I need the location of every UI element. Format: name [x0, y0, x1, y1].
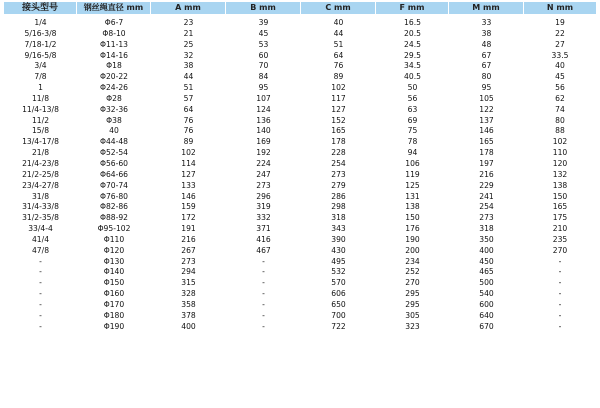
- cell-c: 298: [331, 202, 346, 212]
- table-row: [4, 311, 596, 322]
- cell-a: 44: [183, 72, 194, 82]
- table-row: [4, 202, 596, 213]
- header-rope-diameter: 钢丝绳直径 mm: [77, 2, 151, 14]
- cell-f: 29.5: [404, 50, 421, 60]
- header-m: M mm: [449, 2, 524, 14]
- cell-fitting-model: 7/18-1/2: [24, 39, 57, 49]
- cell-c: 254: [331, 158, 346, 168]
- table-row: [4, 116, 596, 127]
- table-row: [4, 235, 596, 246]
- cell-fitting-model: 3/4: [34, 61, 47, 71]
- cell-rope-diameter: Φ190: [103, 321, 125, 331]
- cell-n: 74: [555, 104, 565, 114]
- cell-rope-diameter: Φ88-92: [99, 213, 129, 223]
- cell-fitting-model: 31/4-33/8: [22, 202, 59, 212]
- cell-rope-diameter: Φ110: [103, 234, 125, 244]
- cell-m: 67: [481, 61, 492, 71]
- cell-c: 273: [331, 169, 346, 179]
- cell-c: 117: [331, 93, 346, 103]
- cell-n: 110: [552, 148, 568, 158]
- cell-fitting-model: 23/4-27/8: [22, 180, 59, 190]
- table-row: [4, 289, 596, 300]
- table-row: [4, 181, 596, 192]
- cell-a: 172: [181, 213, 196, 223]
- cell-fitting-model: 21/8: [31, 148, 50, 158]
- cell-fitting-model: -: [39, 321, 42, 331]
- cell-n: 80: [555, 115, 565, 125]
- cell-a: 146: [181, 191, 196, 201]
- cell-f: 323: [405, 321, 420, 331]
- cell-n: 56: [555, 83, 565, 93]
- cell-rope-diameter: Φ38: [106, 115, 122, 125]
- cell-a: 32: [183, 50, 194, 60]
- header-f: F mm: [376, 2, 449, 14]
- cell-rope-diameter: Φ160: [103, 289, 125, 299]
- cell-m: 105: [479, 93, 494, 103]
- cell-rope-diameter: Φ120: [103, 245, 125, 255]
- cell-rope-diameter: Φ44-48: [99, 137, 129, 147]
- cell-c: 318: [331, 213, 346, 223]
- cell-rope-diameter: Φ64-66: [99, 169, 129, 179]
- cell-c: 152: [331, 115, 346, 125]
- cell-n: 19: [555, 18, 565, 27]
- cell-n: -: [558, 321, 562, 331]
- cell-rope-diameter: Φ70-74: [99, 180, 129, 190]
- table-row: [4, 159, 596, 170]
- cell-m: 33: [481, 18, 492, 27]
- cell-fitting-model: 41/4: [31, 234, 50, 244]
- cell-m: 229: [479, 180, 494, 190]
- cell-fitting-model: 21/2-25/8: [22, 169, 59, 179]
- cell-f: 63: [407, 104, 418, 114]
- cell-fitting-model: 13/4-17/8: [22, 137, 59, 147]
- table-row: [4, 126, 596, 137]
- cell-n: 132: [552, 169, 568, 179]
- cell-a: 21: [183, 28, 194, 38]
- cell-rope-diameter: Φ130: [103, 256, 125, 266]
- cell-n: 22: [555, 28, 565, 38]
- cell-c: 570: [331, 278, 346, 288]
- table-row: [4, 105, 596, 116]
- cell-n: 138: [552, 180, 568, 190]
- cell-a: 328: [181, 289, 196, 299]
- cell-a: 23: [183, 18, 194, 27]
- cell-a: 358: [181, 299, 196, 309]
- cell-a: 114: [181, 158, 196, 168]
- cell-m: 178: [479, 148, 494, 158]
- cell-fitting-model: 21/4-23/8: [22, 158, 59, 168]
- table-row: [4, 148, 596, 159]
- cell-a: 25: [183, 39, 194, 49]
- cell-fitting-model: 5/16-3/8: [24, 28, 57, 38]
- table-row: [4, 322, 596, 333]
- cell-b: -: [262, 289, 265, 299]
- cell-m: 137: [479, 115, 494, 125]
- cell-fitting-model: 11/4-13/8: [22, 104, 59, 114]
- cell-m: 640: [479, 310, 494, 320]
- cell-n: 88: [555, 126, 565, 136]
- cell-f: 295: [405, 299, 420, 309]
- cell-b: 39: [258, 18, 269, 27]
- cell-m: 670: [479, 321, 494, 331]
- cell-n: 175: [552, 213, 568, 223]
- cell-f: 69: [407, 115, 418, 125]
- cell-b: 247: [256, 169, 271, 179]
- cell-f: 119: [405, 169, 420, 179]
- cell-a: 315: [181, 278, 196, 288]
- cell-c: 228: [331, 148, 346, 158]
- cell-fitting-model: 47/8: [31, 245, 50, 255]
- cell-m: 197: [479, 158, 494, 168]
- cell-m: 540: [479, 289, 494, 299]
- cell-f: 16.5: [404, 18, 421, 27]
- cell-m: 146: [479, 126, 494, 136]
- header-a: A mm: [151, 2, 226, 14]
- cell-rope-diameter: Φ32-36: [99, 104, 129, 114]
- cell-b: -: [262, 267, 265, 277]
- cell-a: 76: [183, 115, 194, 125]
- cell-fitting-model: -: [39, 267, 42, 277]
- cell-c: 279: [331, 180, 346, 190]
- table-row: [4, 192, 596, 203]
- cell-m: 254: [479, 202, 494, 212]
- cell-f: 150: [405, 213, 420, 223]
- cell-c: 127: [331, 104, 346, 114]
- cell-f: 131: [405, 191, 420, 201]
- cell-f: 20.5: [404, 28, 421, 38]
- cell-b: 95: [258, 83, 269, 93]
- cell-c: 178: [331, 137, 346, 147]
- cell-fitting-model: 11/8: [31, 93, 50, 103]
- cell-fitting-model: 31/2-35/8: [22, 213, 59, 223]
- cell-m: 165: [479, 137, 494, 147]
- cell-rope-diameter: Φ170: [103, 299, 125, 309]
- cell-rope-diameter: Φ150: [103, 278, 125, 288]
- cell-f: 252: [405, 267, 420, 277]
- cell-fitting-model: 1/4: [34, 18, 47, 27]
- cell-b: 192: [256, 148, 271, 158]
- cell-m: 450: [479, 256, 494, 266]
- cell-b: 296: [256, 191, 271, 201]
- cell-a: 273: [181, 256, 196, 266]
- cell-b: 467: [256, 245, 271, 255]
- cell-c: 495: [331, 256, 346, 266]
- cell-n: 210: [552, 224, 568, 234]
- cell-b: 416: [256, 234, 271, 244]
- cell-c: 390: [331, 234, 346, 244]
- cell-b: 124: [256, 104, 271, 114]
- table-row: [4, 29, 596, 40]
- cell-c: 44: [333, 28, 344, 38]
- cell-rope-diameter: Φ28: [106, 93, 122, 103]
- cell-n: -: [558, 299, 562, 309]
- cell-fitting-model: 1: [38, 83, 43, 93]
- table-row: [4, 18, 596, 29]
- cell-m: 465: [479, 267, 494, 277]
- cell-a: 38: [183, 61, 194, 71]
- cell-m: 350: [479, 234, 494, 244]
- cell-f: 138: [405, 202, 420, 212]
- cell-a: 216: [181, 234, 196, 244]
- table-row: [4, 267, 596, 278]
- cell-a: 76: [183, 126, 194, 136]
- cell-b: 169: [256, 137, 271, 147]
- cell-f: 106: [405, 158, 420, 168]
- cell-m: 38: [481, 28, 492, 38]
- table-row: [4, 213, 596, 224]
- cell-b: 371: [256, 224, 271, 234]
- cell-f: 40.5: [404, 72, 421, 82]
- table-row: [4, 83, 596, 94]
- cell-b: 60: [258, 50, 269, 60]
- table-row: [4, 278, 596, 289]
- cell-fitting-model: 31/8: [31, 191, 50, 201]
- cell-m: 122: [479, 104, 494, 114]
- cell-n: 45: [555, 72, 565, 82]
- cell-rope-diameter: Φ76-80: [99, 191, 129, 201]
- cell-a: 400: [181, 321, 196, 331]
- cell-n: 120: [552, 158, 568, 168]
- header-fitting-model: 接头型号: [4, 2, 77, 14]
- cell-n: 40: [555, 61, 565, 71]
- cell-rope-diameter: Φ52-54: [99, 148, 129, 158]
- cell-fitting-model: -: [39, 299, 42, 309]
- cell-f: 295: [405, 289, 420, 299]
- cell-a: 378: [181, 310, 196, 320]
- cell-b: 224: [256, 158, 271, 168]
- cell-n: 150: [552, 191, 568, 201]
- cell-f: 24.5: [404, 39, 421, 49]
- cell-b: 107: [256, 93, 271, 103]
- cell-f: 34.5: [404, 61, 421, 71]
- cell-n: 235: [552, 234, 568, 244]
- cell-f: 190: [405, 234, 420, 244]
- table-header: [4, 2, 596, 14]
- cell-b: 53: [258, 39, 269, 49]
- cell-fitting-model: 7/8: [34, 72, 47, 82]
- cell-f: 200: [405, 245, 420, 255]
- cell-a: 191: [181, 224, 196, 234]
- cell-f: 176: [405, 224, 420, 234]
- table-row: [4, 94, 596, 105]
- cell-f: 270: [405, 278, 420, 288]
- cell-c: 89: [333, 72, 344, 82]
- cell-a: 127: [181, 169, 196, 179]
- cell-rope-diameter: Φ18: [106, 61, 122, 71]
- cell-fitting-model: 9/16-5/8: [24, 50, 57, 60]
- cell-f: 125: [405, 180, 420, 190]
- cell-a: 102: [181, 148, 196, 158]
- cell-f: 56: [407, 93, 418, 103]
- cell-a: 57: [183, 93, 194, 103]
- cell-b: 140: [256, 126, 271, 136]
- table-body: [4, 18, 596, 332]
- cell-n: 27: [555, 39, 565, 49]
- cell-n: -: [558, 289, 562, 299]
- cell-b: 84: [258, 72, 269, 82]
- cell-c: 51: [333, 39, 344, 49]
- cell-b: -: [262, 299, 265, 309]
- cell-b: 70: [258, 61, 269, 71]
- cell-b: 319: [256, 202, 271, 212]
- cell-n: -: [558, 278, 562, 288]
- cell-b: -: [262, 278, 265, 288]
- table-row: [4, 257, 596, 268]
- cell-b: -: [262, 310, 265, 320]
- header-b: B mm: [226, 2, 301, 14]
- cell-fitting-model: 33/4-4: [28, 224, 53, 234]
- cell-a: 159: [181, 202, 196, 212]
- cell-b: 45: [258, 28, 269, 38]
- cell-n: 33.5: [551, 50, 569, 60]
- cell-rope-diameter: Φ95-102: [97, 224, 131, 234]
- cell-a: 267: [181, 245, 196, 255]
- cell-b: 273: [256, 180, 271, 190]
- cell-f: 234: [405, 256, 420, 266]
- cell-m: 67: [481, 50, 492, 60]
- cell-rope-diameter: Φ24-26: [99, 83, 129, 93]
- cell-c: 64: [333, 50, 344, 60]
- cell-m: 95: [481, 83, 492, 93]
- table-row: [4, 224, 596, 235]
- cell-b: 136: [256, 115, 271, 125]
- cell-c: 650: [331, 299, 346, 309]
- cell-fitting-model: 15/8: [31, 126, 50, 136]
- cell-c: 102: [331, 83, 346, 93]
- cell-m: 318: [479, 224, 494, 234]
- table-row: [4, 51, 596, 62]
- cell-m: 241: [479, 191, 494, 201]
- cell-n: 165: [552, 202, 568, 212]
- cell-fitting-model: -: [39, 289, 42, 299]
- cell-f: 78: [407, 137, 418, 147]
- cell-n: 102: [552, 137, 568, 147]
- cell-b: 332: [256, 213, 271, 223]
- cell-rope-diameter: Φ180: [103, 310, 125, 320]
- cell-a: 294: [181, 267, 196, 277]
- cell-m: 500: [479, 278, 494, 288]
- cell-c: 430: [331, 245, 346, 255]
- table-row: [4, 246, 596, 257]
- cell-b: -: [262, 321, 265, 331]
- cell-n: -: [558, 256, 562, 266]
- cell-c: 76: [333, 61, 344, 71]
- cell-rope-diameter: Φ56-60: [99, 158, 129, 168]
- cell-n: -: [558, 267, 562, 277]
- cell-m: 273: [479, 213, 494, 223]
- table-row: [4, 40, 596, 51]
- cell-c: 343: [331, 224, 346, 234]
- cell-f: 94: [407, 148, 418, 158]
- cell-rope-diameter: Φ8-10: [102, 28, 126, 38]
- cell-c: 606: [331, 289, 346, 299]
- cell-f: 305: [405, 310, 420, 320]
- cell-fitting-model: 11/2: [31, 115, 50, 125]
- cell-fitting-model: -: [39, 278, 42, 288]
- cell-a: 51: [183, 83, 194, 93]
- table-row: [4, 170, 596, 181]
- cell-rope-diameter: Φ20-22: [99, 72, 129, 82]
- cell-rope-diameter: Φ14-16: [99, 50, 129, 60]
- cell-m: 400: [479, 245, 494, 255]
- cell-fitting-model: -: [39, 256, 42, 266]
- cell-c: 165: [331, 126, 346, 136]
- cell-rope-diameter: 40: [109, 126, 119, 136]
- cell-c: 286: [331, 191, 346, 201]
- table-row: [4, 300, 596, 311]
- cell-m: 48: [481, 39, 492, 49]
- cell-rope-diameter: Φ6-7: [104, 18, 124, 27]
- cell-m: 216: [479, 169, 494, 179]
- table-row: [4, 61, 596, 72]
- cell-a: 133: [181, 180, 196, 190]
- cell-c: 532: [331, 267, 346, 277]
- cell-n: 62: [555, 93, 565, 103]
- spec-table: [4, 2, 596, 332]
- table-row: [4, 72, 596, 83]
- cell-rope-diameter: Φ82-86: [99, 202, 129, 212]
- cell-rope-diameter: Φ140: [103, 267, 125, 277]
- cell-c: 700: [331, 310, 346, 320]
- header-c: C mm: [301, 2, 376, 14]
- cell-c: 40: [333, 18, 344, 27]
- cell-m: 80: [481, 72, 492, 82]
- cell-rope-diameter: Φ11-13: [99, 39, 129, 49]
- cell-n: -: [558, 310, 562, 320]
- table-row: [4, 137, 596, 148]
- cell-n: 270: [552, 245, 568, 255]
- cell-a: 64: [183, 104, 194, 114]
- header-n: N mm: [524, 2, 596, 14]
- cell-b: -: [262, 256, 265, 266]
- cell-m: 600: [479, 299, 494, 309]
- cell-f: 75: [407, 126, 418, 136]
- cell-fitting-model: -: [39, 310, 42, 320]
- cell-a: 89: [183, 137, 194, 147]
- cell-c: 722: [331, 321, 346, 331]
- cell-f: 50: [407, 83, 418, 93]
